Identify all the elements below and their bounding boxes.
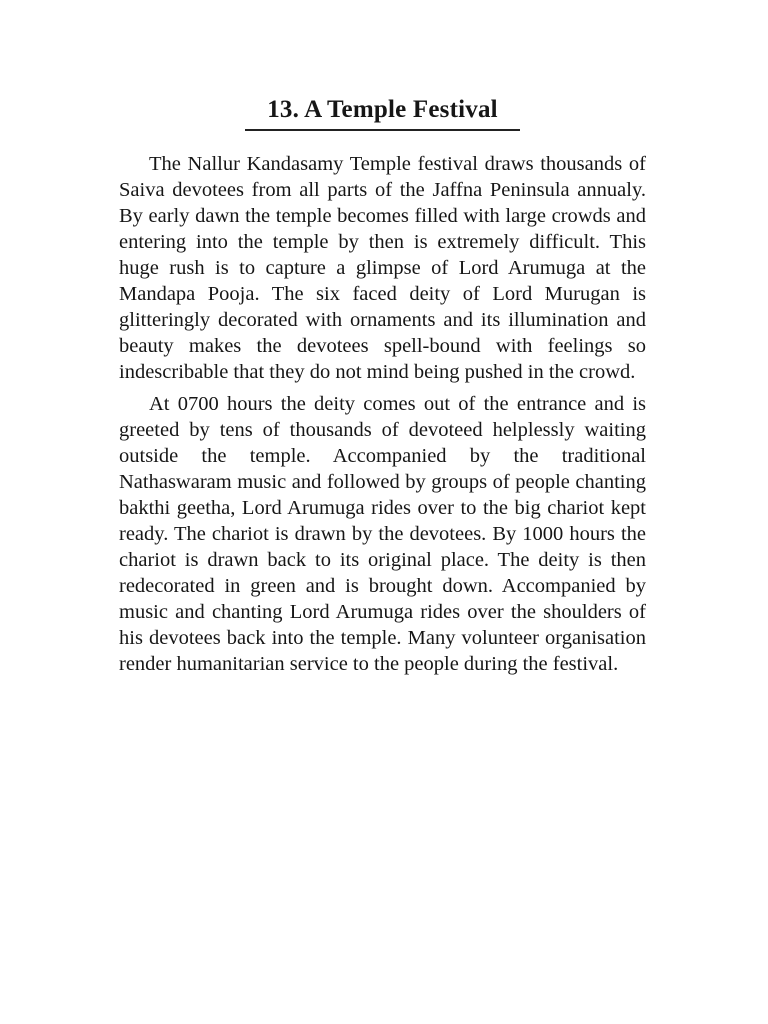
title-underline xyxy=(245,129,520,131)
paragraph-2: At 0700 hours the deity comes out of the entrance and is greeted by tens of thousands of devoteed helplessly waiting outside the temple. Accompanied by the traditional Nathaswaram music and followed by groups of people chanting bakthi geetha, Lord Arumuga rides over to the big chariot kept ready. The chariot is drawn by the devotees. By 1000 hours the chariot is drawn back to its original place. The deity is then redecorated in green and is brought down. Accompanied by music and chanting Lord Arumuga rides over the shoulders of his devotees back into the temple. Many volunteer organisation render humanitarian service to the people during the festival. xyxy=(119,393,646,675)
paragraph-1: The Nallur Kandasamy Temple festival draws thousands of Saiva devotees from all parts of the Jaffna Peninsula annualy. By early dawn the temple becomes filled with large crowds and entering into the temple by then is extremely difficult. This huge rush is to capture a glimpse of Lord Arumuga at the Mandapa Pooja. The six faced deity of Lord Murugan is glitteringly decorated with ornaments and its illumination and beauty makes the devotees spell-bound with feelings so indescribable that they do not mind being pushed in the crowd. xyxy=(119,153,646,383)
page-title: 13. A Temple Festival xyxy=(267,96,498,123)
document-page xyxy=(119,92,646,677)
